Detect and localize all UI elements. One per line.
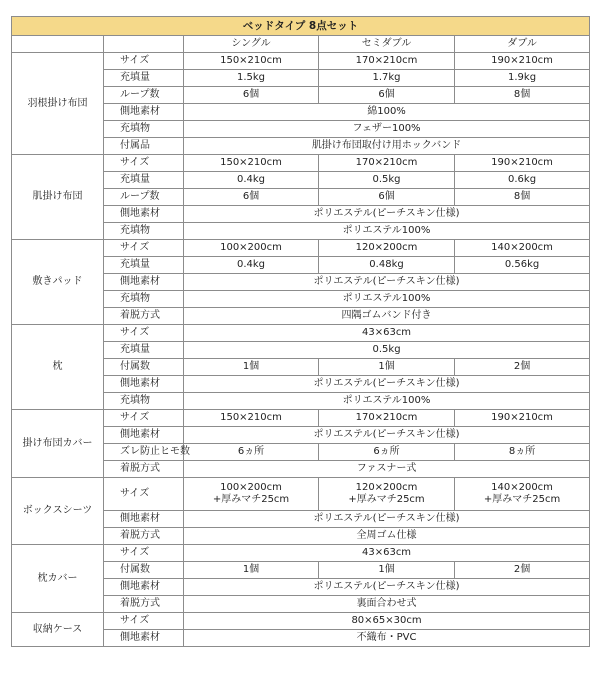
value-cell: 0.4kg <box>184 172 319 189</box>
shared-value-cell: ポリエステル(ピーチスキン仕様) <box>184 579 590 596</box>
attribute-label: 側地素材 <box>104 376 184 393</box>
attribute-label: 充填量 <box>104 342 184 359</box>
value-cell: 150×210cm <box>184 410 319 427</box>
value-cell: 190×210cm <box>455 410 590 427</box>
table-row <box>12 240 590 257</box>
table-row <box>12 53 590 70</box>
attribute-label: 充填物 <box>104 393 184 410</box>
value-cell: 6個 <box>319 87 455 104</box>
attribute-label: サイズ <box>104 53 184 70</box>
attribute-label: サイズ <box>104 478 184 511</box>
column-header-double: ダブル <box>455 36 590 53</box>
table-row <box>12 325 590 342</box>
shared-value-cell: 裏面合わせ式 <box>184 596 590 613</box>
attribute-label: サイズ <box>104 325 184 342</box>
value-cell: 120×200cm <box>319 240 455 257</box>
title-row <box>12 17 590 36</box>
attribute-label: 側地素材 <box>104 427 184 444</box>
shared-value-cell: 43×63cm <box>184 325 590 342</box>
table-row <box>12 155 590 172</box>
value-cell: 170×210cm <box>319 410 455 427</box>
table-title: ベッドタイプ 8点セット <box>12 17 590 36</box>
blank-header-cell <box>104 36 184 53</box>
attribute-label: 充填物 <box>104 121 184 138</box>
shared-value-cell: 綿100% <box>184 104 590 121</box>
value-cell: 150×210cm <box>184 155 319 172</box>
shared-value-cell: 全周ゴム仕様 <box>184 528 590 545</box>
attribute-label: 充填物 <box>104 291 184 308</box>
value-cell: 0.48kg <box>319 257 455 274</box>
value-cell: 8個 <box>455 87 590 104</box>
value-cell: 0.4kg <box>184 257 319 274</box>
attribute-label: サイズ <box>104 155 184 172</box>
group-name: 肌掛け布団 <box>12 155 104 240</box>
shared-value-cell: ポリエステル(ピーチスキン仕様) <box>184 427 590 444</box>
value-cell: 1個 <box>184 562 319 579</box>
value-cell: 8ヵ所 <box>455 444 590 461</box>
value-cell: 100×200cm <box>184 240 319 257</box>
value-cell: 0.56kg <box>455 257 590 274</box>
attribute-label: ループ数 <box>104 87 184 104</box>
attribute-label: 着脱方式 <box>104 461 184 478</box>
attribute-label: 充填量 <box>104 70 184 87</box>
shared-value-cell: 四隅ゴムバンド付き <box>184 308 590 325</box>
shared-value-cell: ポリエステル100% <box>184 223 590 240</box>
attribute-label: 側地素材 <box>104 511 184 528</box>
value-cell: 140×200cm +厚みマチ25cm <box>455 478 590 511</box>
value-cell: 6個 <box>184 189 319 206</box>
attribute-label: サイズ <box>104 545 184 562</box>
group-name: ボックスシーツ <box>12 478 104 545</box>
spec-body <box>12 53 590 647</box>
value-cell: 1個 <box>184 359 319 376</box>
value-cell: 140×200cm <box>455 240 590 257</box>
value-cell: 1.9kg <box>455 70 590 87</box>
attribute-label: 充填物 <box>104 223 184 240</box>
attribute-label: 充填量 <box>104 257 184 274</box>
value-cell: 190×210cm <box>455 155 590 172</box>
value-cell: 0.6kg <box>455 172 590 189</box>
shared-value-cell: ファスナー式 <box>184 461 590 478</box>
value-cell: 2個 <box>455 359 590 376</box>
value-cell: 8個 <box>455 189 590 206</box>
table-row <box>12 478 590 511</box>
value-cell: 1.7kg <box>319 70 455 87</box>
value-cell: 6ヵ所 <box>319 444 455 461</box>
group-name: 収納ケース <box>12 613 104 647</box>
attribute-label: サイズ <box>104 240 184 257</box>
value-cell: 0.5kg <box>319 172 455 189</box>
column-header-single: シングル <box>184 36 319 53</box>
value-cell: 6ヵ所 <box>184 444 319 461</box>
value-cell: 2個 <box>455 562 590 579</box>
attribute-label: ズレ防止ヒモ数 <box>104 444 184 461</box>
attribute-label: 側地素材 <box>104 579 184 596</box>
shared-value-cell: 肌掛け布団取付け用ホックバンド <box>184 138 590 155</box>
attribute-label: 着脱方式 <box>104 308 184 325</box>
shared-value-cell: 0.5kg <box>184 342 590 359</box>
attribute-label: 付属数 <box>104 359 184 376</box>
value-cell: 120×200cm +厚みマチ25cm <box>319 478 455 511</box>
attribute-label: ループ数 <box>104 189 184 206</box>
column-header-semi-double: セミダブル <box>319 36 455 53</box>
value-cell: 170×210cm <box>319 53 455 70</box>
shared-value-cell: 不織布・PVC <box>184 630 590 647</box>
column-header-row <box>12 36 590 53</box>
value-cell: 1個 <box>319 562 455 579</box>
attribute-label: 側地素材 <box>104 206 184 223</box>
table-row <box>12 613 590 630</box>
group-name: 枕カバー <box>12 545 104 613</box>
shared-value-cell: フェザー100% <box>184 121 590 138</box>
blank-header-cell <box>12 36 104 53</box>
attribute-label: 付属品 <box>104 138 184 155</box>
shared-value-cell: ポリエステル(ピーチスキン仕様) <box>184 206 590 223</box>
shared-value-cell: 43×63cm <box>184 545 590 562</box>
group-name: 掛け布団カバー <box>12 410 104 478</box>
attribute-label: 着脱方式 <box>104 528 184 545</box>
value-cell: 1.5kg <box>184 70 319 87</box>
shared-value-cell: ポリエステル(ピーチスキン仕様) <box>184 376 590 393</box>
table-row <box>12 545 590 562</box>
value-cell: 6個 <box>319 189 455 206</box>
attribute-label: 着脱方式 <box>104 596 184 613</box>
shared-value-cell: ポリエステル100% <box>184 291 590 308</box>
value-cell: 6個 <box>184 87 319 104</box>
value-cell: 190×210cm <box>455 53 590 70</box>
attribute-label: 側地素材 <box>104 274 184 291</box>
spec-table <box>11 16 590 647</box>
group-name: 羽根掛け布団 <box>12 53 104 155</box>
value-cell: 150×210cm <box>184 53 319 70</box>
group-name: 枕 <box>12 325 104 410</box>
value-cell: 170×210cm <box>319 155 455 172</box>
attribute-label: 側地素材 <box>104 630 184 647</box>
attribute-label: 付属数 <box>104 562 184 579</box>
attribute-label: 充填量 <box>104 172 184 189</box>
shared-value-cell: ポリエステル(ピーチスキン仕様) <box>184 511 590 528</box>
value-cell: 1個 <box>319 359 455 376</box>
shared-value-cell: ポリエステル(ピーチスキン仕様) <box>184 274 590 291</box>
value-cell: 100×200cm +厚みマチ25cm <box>184 478 319 511</box>
group-name: 敷きパッド <box>12 240 104 325</box>
attribute-label: サイズ <box>104 613 184 630</box>
shared-value-cell: ポリエステル100% <box>184 393 590 410</box>
attribute-label: サイズ <box>104 410 184 427</box>
shared-value-cell: 80×65×30cm <box>184 613 590 630</box>
table-row <box>12 410 590 427</box>
attribute-label: 側地素材 <box>104 104 184 121</box>
